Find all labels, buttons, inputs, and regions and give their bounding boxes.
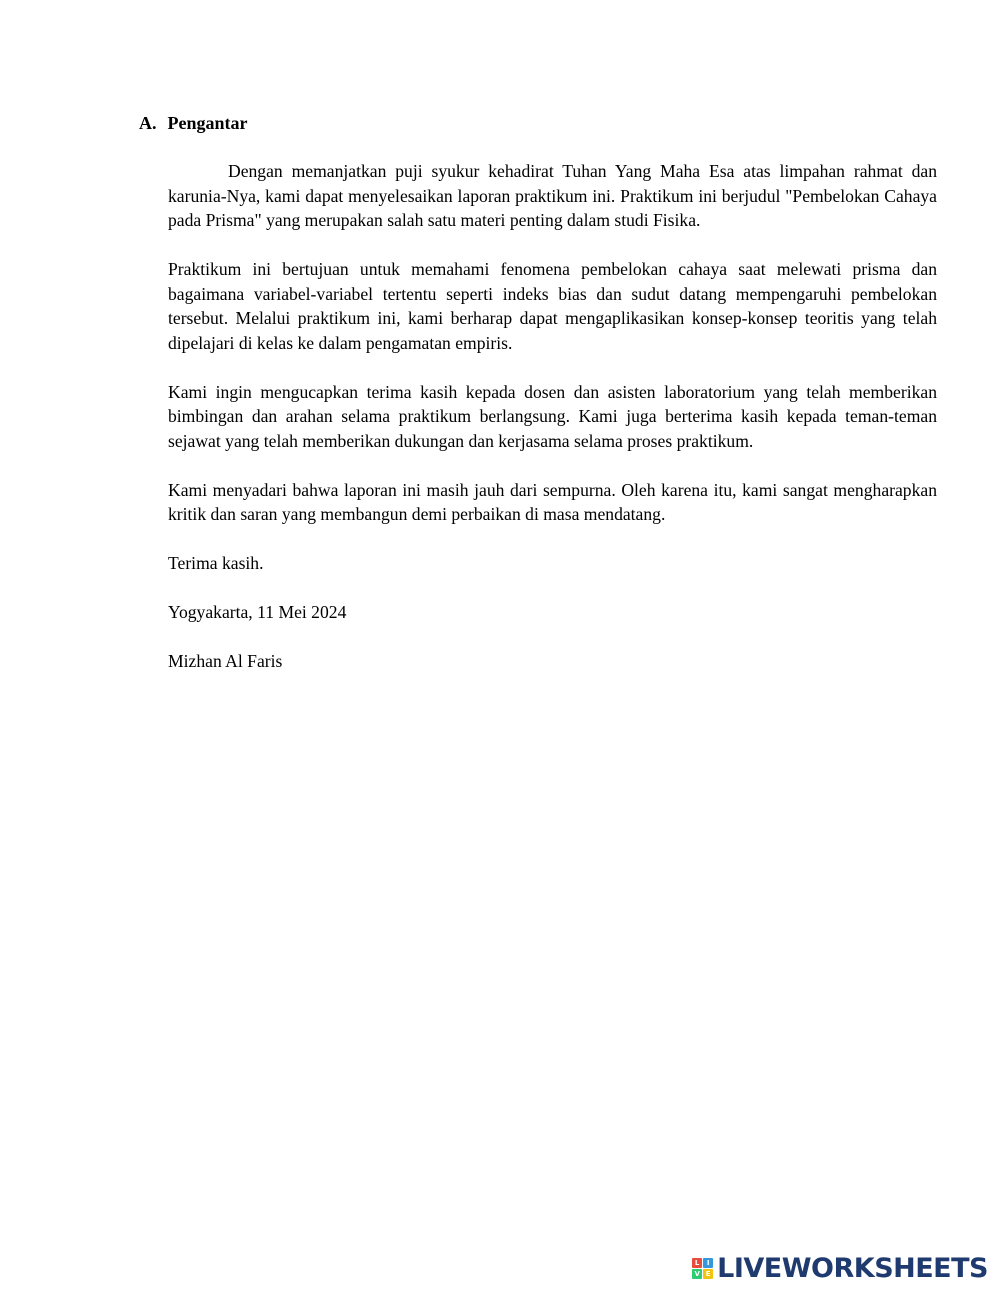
liveworksheets-logo-icon (692, 1258, 713, 1279)
section-heading (139, 111, 248, 135)
section-marker: A. (139, 113, 157, 133)
author-name: Mizhan Al Faris (168, 651, 283, 671)
place-date: Yogyakarta, 11 Mei 2024 (168, 602, 347, 622)
liveworksheets-watermark (692, 1253, 988, 1284)
logo-tile: E (703, 1269, 713, 1279)
logo-tile: I (703, 1258, 713, 1268)
document-body (168, 159, 937, 698)
closing-text: Terima kasih. (168, 553, 264, 573)
watermark-text: LIVEWORKSHEETS (717, 1253, 988, 1284)
paragraph-intro: Dengan memanjatkan puji syukur kehadirat Tuhan Yang Maha Esa atas limpahan rahmat dan karunia-Nya, kami dapat menyelesaikan laporan praktikum ini. Praktikum ini berjudul "Pembelokan Cahaya pada Prisma" yang merupakan salah satu materi penting dalam studi Fisika. (168, 161, 937, 230)
paragraph-purpose: Praktikum ini bertujuan untuk memahami fenomena pembelokan cahaya saat melewati prisma dan bagaimana variabel-variabel tertentu seperti indeks bias dan sudut datang mempengaruhi pembelokan tersebut. Melalui praktikum ini, kami berharap dapat mengaplikasikan konsep-konsep teoritis yang telah dipelajari di kelas ke dalam pengamatan empiris. (168, 259, 937, 353)
paragraph-apology: Kami menyadari bahwa laporan ini masih jauh dari sempurna. Oleh karena itu, kami sangat mengharapkan kritik dan saran yang membangun demi perbaikan di masa mendatang. (168, 479, 937, 524)
logo-tile: V (692, 1269, 702, 1279)
paragraph-thanks: Kami ingin mengucapkan terima kasih kepada dosen dan asisten laboratorium yang telah memberikan bimbingan dan arahan selama praktikum berlangsung. Kami juga berterima kasih kepada teman-teman sejawat yang telah memberikan dukungan dan kerjasama selama proses praktikum. (168, 381, 937, 451)
section-title: Pengantar (167, 113, 248, 133)
logo-tile: L (692, 1258, 702, 1268)
